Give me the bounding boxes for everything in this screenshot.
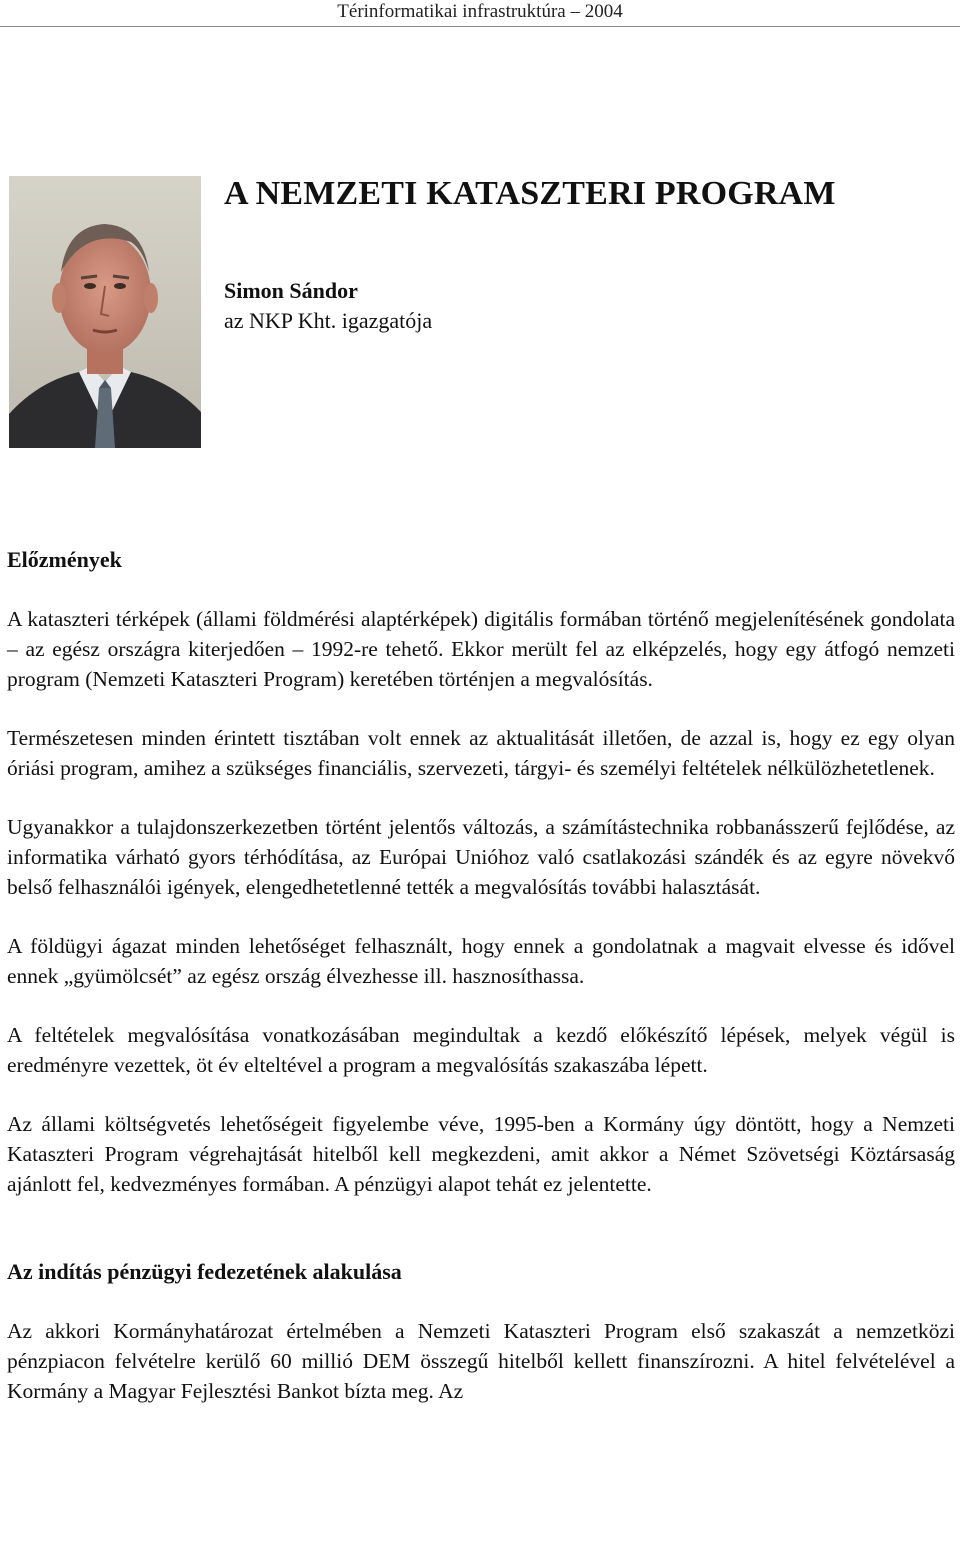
paragraph: Ugyanakkor a tulajdonszerkezetben történt jelentős változás, a számítástechnika robbanásszerű fejlődése, az informatika várható gyors térhódítása, az Európai Unióhoz való csatlakozási szándék és az egyre növekvő belső felhasználói igények, elengedhetetlenné tették a megvalósítás további halasztását. bbox=[7, 815, 955, 899]
portrait-photo-icon bbox=[9, 176, 201, 448]
section-heading-prior: Előzmények bbox=[7, 547, 122, 572]
paragraph: A földügyi ágazat minden lehetőséget felhasznált, hogy ennek a gondolatnak a magvait elvesse és idővel ennek „gyümölcsét” az egész ország élvezhesse ill. hasznosíthassa. bbox=[7, 934, 955, 988]
author-name: Simon Sándor bbox=[224, 278, 358, 303]
running-header: Térinformatikai infrastruktúra – 2004 bbox=[0, 0, 960, 27]
paragraph: Az állami költségvetés lehetőségeit figyelembe véve, 1995-ben a Kormány úgy döntött, hogy a Nemzeti Kataszteri Program végrehajtását hitelből kell megkezdeni, amit akkor a Német Szövetségi Köztársaság ajánlott fel, kedvezményes formában. A pénzügyi alapot tehát ez jelentette. bbox=[7, 1112, 955, 1196]
section-heading-finance: Az indítás pénzügyi fedezetének alakulása bbox=[7, 1259, 402, 1284]
paragraph: Az akkori Kormányhatározat értelmében a Nemzeti Kataszteri Program első szakaszát a nemzetközi pénzpiacon felvételre kerülő 60 millió DEM összegű hitelből kellett finanszírozni. A hitel felvételével a Kormány a Magyar Fejlesztési Bankot bízta meg. Az bbox=[7, 1319, 955, 1403]
paragraph: A kataszteri térképek (állami földmérési alaptérképek) digitális formában történő megjelenítésének gondolata – az egész országra kiterjedően – 1992-re tehető. Ekkor merült fel az elképzelés, hogy egy átfogó nemzeti program (Nemzeti Kataszteri Program) keretében történjen a megvalósítás. bbox=[7, 607, 955, 691]
article-title: A NEMZETI KATASZTERI PROGRAM bbox=[224, 175, 836, 212]
paragraph: A feltételek megvalósítása vonatkozásában megindultak a kezdő előkészítő lépések, melyek végül is eredményre vezettek, öt év elteltével a program a megvalósítás szakaszába lépett. bbox=[7, 1023, 955, 1077]
paragraph: Természetesen minden érintett tisztában volt ennek az aktualitását illetően, de azzal is, hogy ez egy olyan óriási program, amihez a szükséges financiális, szervezeti, tárgyi- és személyi feltételek nélkülözhetetlenek. bbox=[7, 726, 955, 780]
article-body bbox=[7, 545, 955, 1406]
author-photo bbox=[9, 176, 201, 448]
author-role: az NKP Kht. igazgatója bbox=[224, 308, 433, 333]
